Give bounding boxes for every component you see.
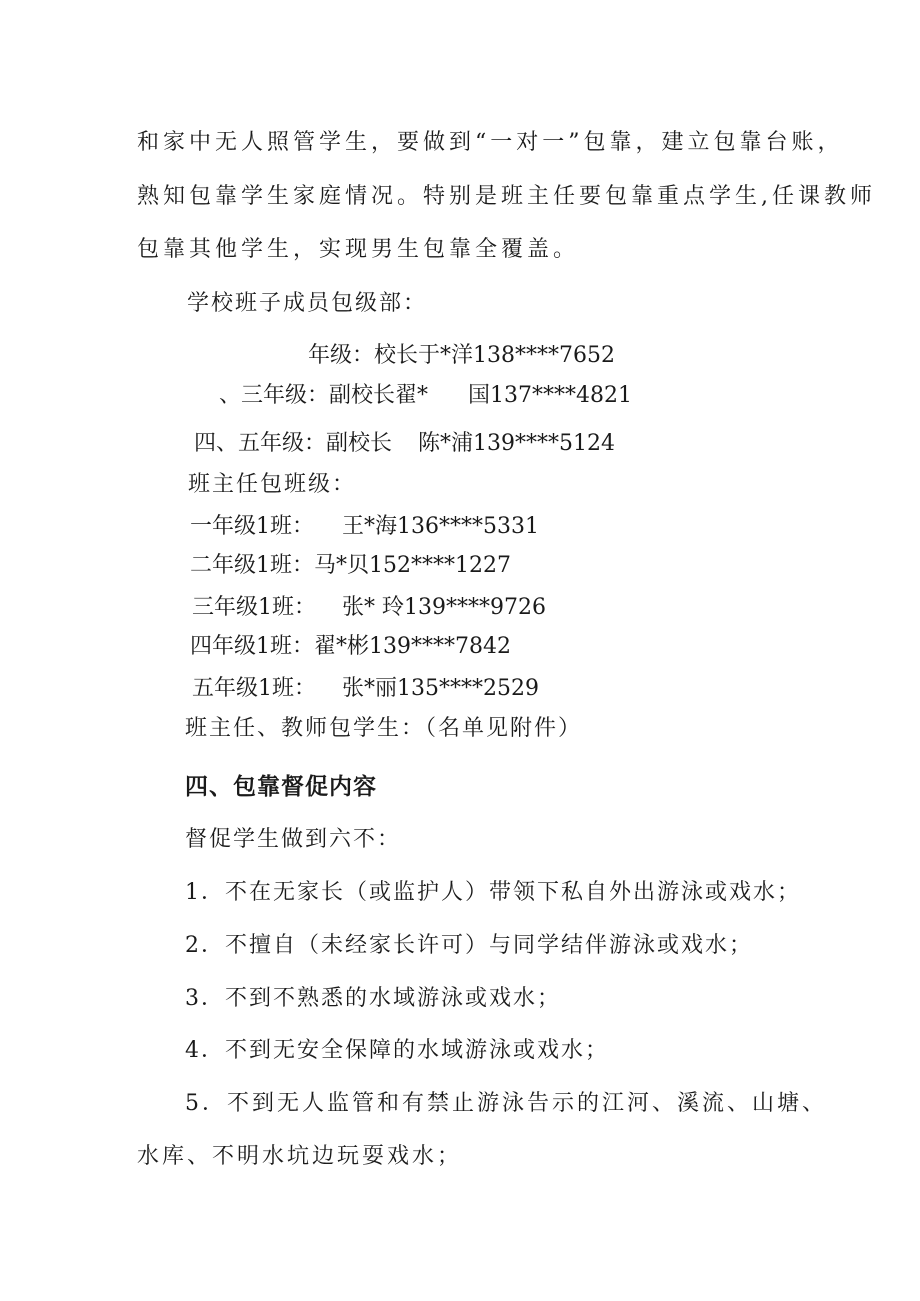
teacher-row-4 — [190, 633, 511, 661]
leader-phone: 陈*浦139****5124 — [418, 431, 616, 456]
teacher-row-3 — [192, 594, 546, 622]
leader-phone: 国137****4821 — [468, 383, 633, 408]
section-lead: 督促学生做到六不： — [185, 827, 402, 852]
teacher-grade: 三年级1班： — [192, 595, 316, 620]
teacher-person: 张* 玲139****9726 — [342, 595, 546, 620]
leader-person: 校长于*洋138****7652 — [374, 343, 615, 368]
leader-grade: 年级： — [308, 343, 375, 368]
intro-line-1: 和家中无人照管学生，要做到“一对一”包靠，建立包靠台账， — [137, 130, 844, 155]
rule-item-5-continued: 水库、不明水坑边玩耍戏水； — [137, 1144, 463, 1169]
teacher-grade: 一年级1班： — [190, 514, 314, 539]
teacher-person: 张*丽135****2529 — [342, 676, 539, 701]
leader-grade: 、三年级： — [219, 383, 330, 408]
leader-grade: 四、五年级： — [194, 431, 327, 456]
leader-row-3 — [194, 430, 615, 458]
intro-line-3: 包靠其他学生，实现男生包靠全覆盖。 — [137, 237, 580, 262]
leader-person: 副校长 — [326, 431, 393, 456]
teacher-grade: 二年级1班： — [190, 553, 314, 578]
teacher-person: 王*海136****5331 — [342, 514, 539, 539]
rule-item-3: 3．不到不熟悉的水域游泳或戏水； — [185, 986, 561, 1011]
intro-line-2: 熟知包靠学生家庭情况。特别是班主任要包靠重点学生,任课教师 — [137, 184, 876, 209]
rule-item-4: 4．不到无安全保障的水域游泳或戏水； — [185, 1038, 609, 1063]
leaders-title: 学校班子成员包级部： — [187, 291, 428, 316]
teacher-person: 翟*彬139****7842 — [314, 634, 511, 659]
teacher-grade: 四年级1班： — [190, 634, 314, 659]
teacher-row-5 — [192, 675, 539, 703]
teacher-grade: 五年级1班： — [192, 676, 316, 701]
leader-row-2 — [219, 382, 632, 410]
teacher-row-2 — [190, 552, 511, 580]
teacher-row-1 — [190, 513, 539, 541]
rule-item-2: 2．不擅自（未经家长许可）与同学结伴游泳或戏水； — [185, 933, 753, 958]
teachers-note: 班主任、教师包学生：（名单见附件） — [185, 716, 583, 741]
leader-row-1 — [308, 342, 615, 370]
rule-item-1: 1．不在无家长（或监护人）带领下私自外出游泳或戏水； — [185, 880, 801, 905]
leader-person: 副校长翟* — [329, 383, 429, 408]
section-heading: 四、包靠督促内容 — [185, 774, 377, 800]
rule-item-5: 5．不到无人监管和有禁止游泳告示的江河、溪流、山塘、 — [185, 1091, 827, 1116]
teacher-person: 马*贝152****1227 — [314, 553, 511, 578]
teachers-title: 班主任包班级： — [188, 472, 357, 497]
